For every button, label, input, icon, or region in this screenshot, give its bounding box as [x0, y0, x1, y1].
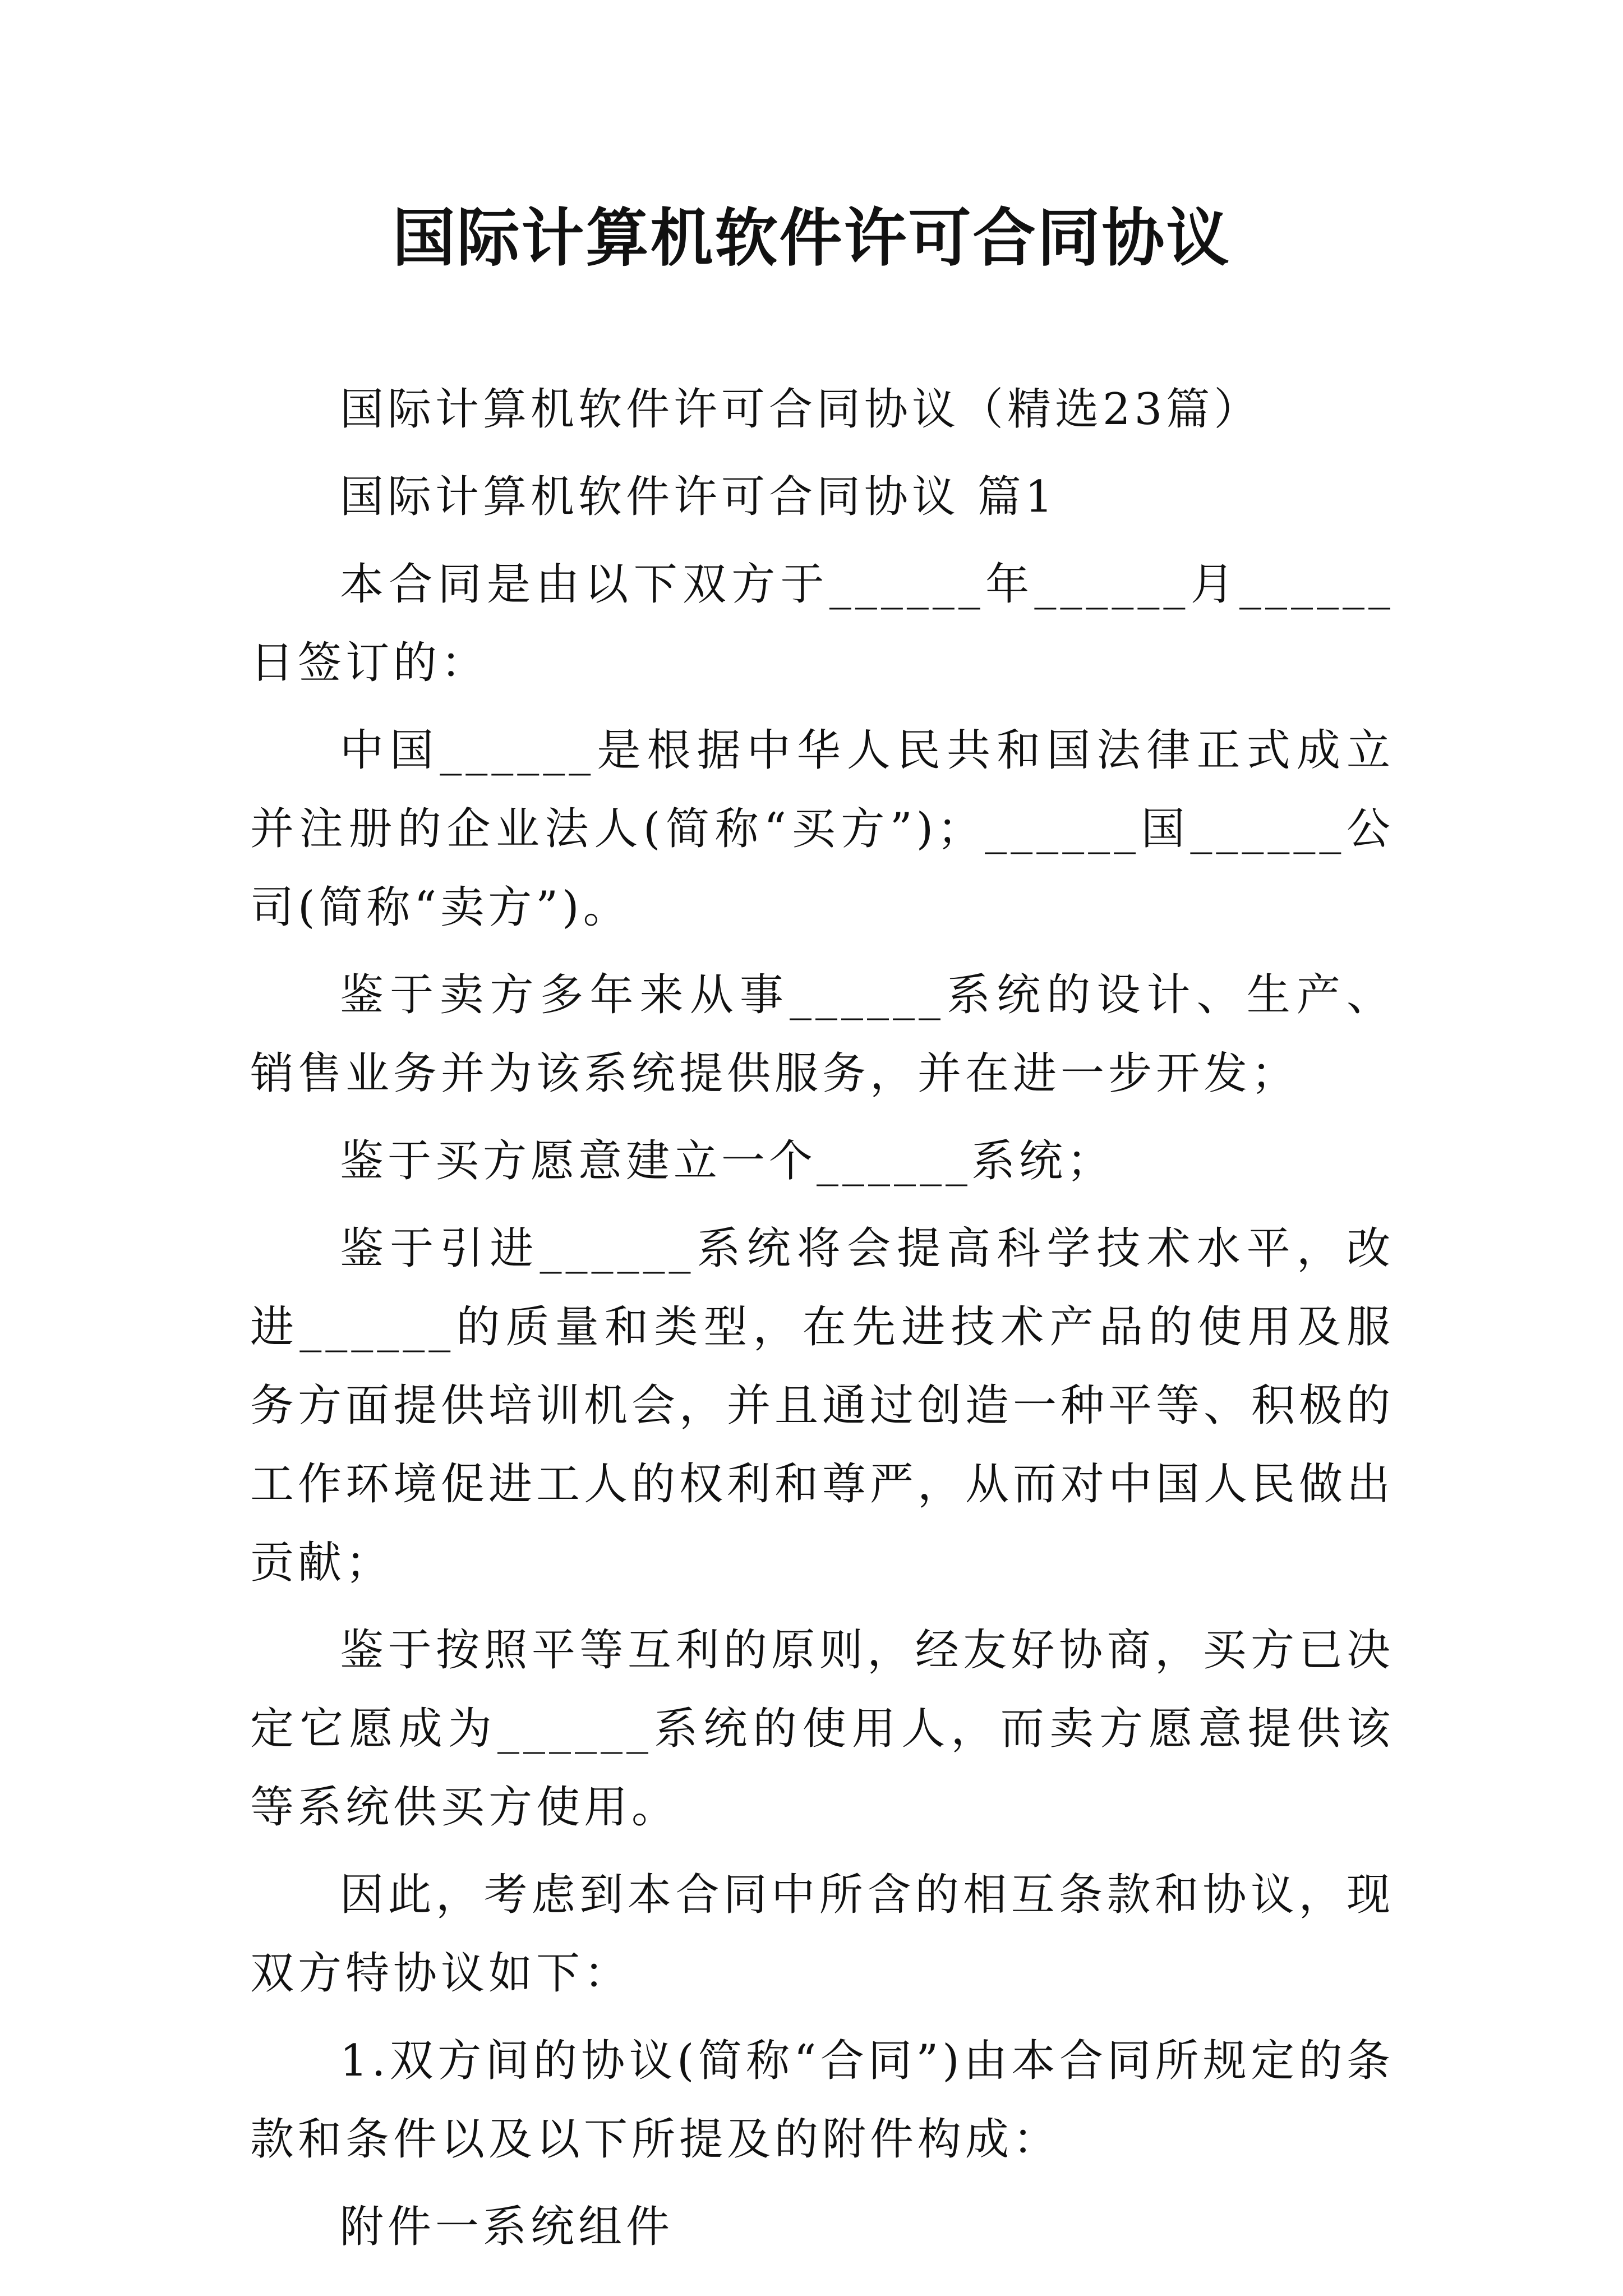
paragraph-section-heading: 国际计算机软件许可合同协议 篇1	[340, 472, 1057, 522]
paragraph-clause-1: 1.双方间的协议(简称“合同”)由本合同所规定的条款和条件以及以下所提及的附件构成：	[250, 2036, 1394, 2165]
document-title: 国际计算机软件许可合同协议	[392, 202, 1231, 275]
paragraph-signing-date: 本合同是由以下双方于______年______月______日签订的：	[250, 559, 1394, 688]
paragraph-parties: 中国______是根据中华人民共和国法律正式成立并注册的企业法人(简称“买方”)；______国______公司(简称“卖方”)。	[250, 725, 1394, 933]
paragraph-whereas-buyer: 鉴于买方愿意建立一个______系统；	[340, 1136, 1115, 1186]
paragraph-therefore: 因此，考虑到本合同中所含的相互条款和协议，现双方特协议如下：	[250, 1870, 1394, 1999]
paragraph-whereas-seller: 鉴于卖方多年来从事______系统的设计、生产、销售业务并为该系统提供服务，并在进一步开发；	[250, 970, 1394, 1099]
paragraph-subtitle: 国际计算机软件许可合同协议（精选23篇）	[340, 384, 1262, 435]
paragraph-whereas-mutual-benefit: 鉴于按照平等互利的原则，经友好协商，买方已决定它愿成为______系统的使用人，而卖方愿意提供该等系统供买方使用。	[250, 1625, 1394, 1833]
document-body	[250, 370, 1394, 2275]
paragraph-annex-1: 附件一系统组件	[340, 2202, 674, 2252]
paragraph-whereas-introduction: 鉴于引进______系统将会提高科学技术水平，改进______的质量和类型，在先进技术产品的使用及服务方面提供培训机会，并且通过创造一种平等、积极的工作环境促进工人的权利和尊严，从而对中国人民做出贡献；	[250, 1223, 1395, 1588]
